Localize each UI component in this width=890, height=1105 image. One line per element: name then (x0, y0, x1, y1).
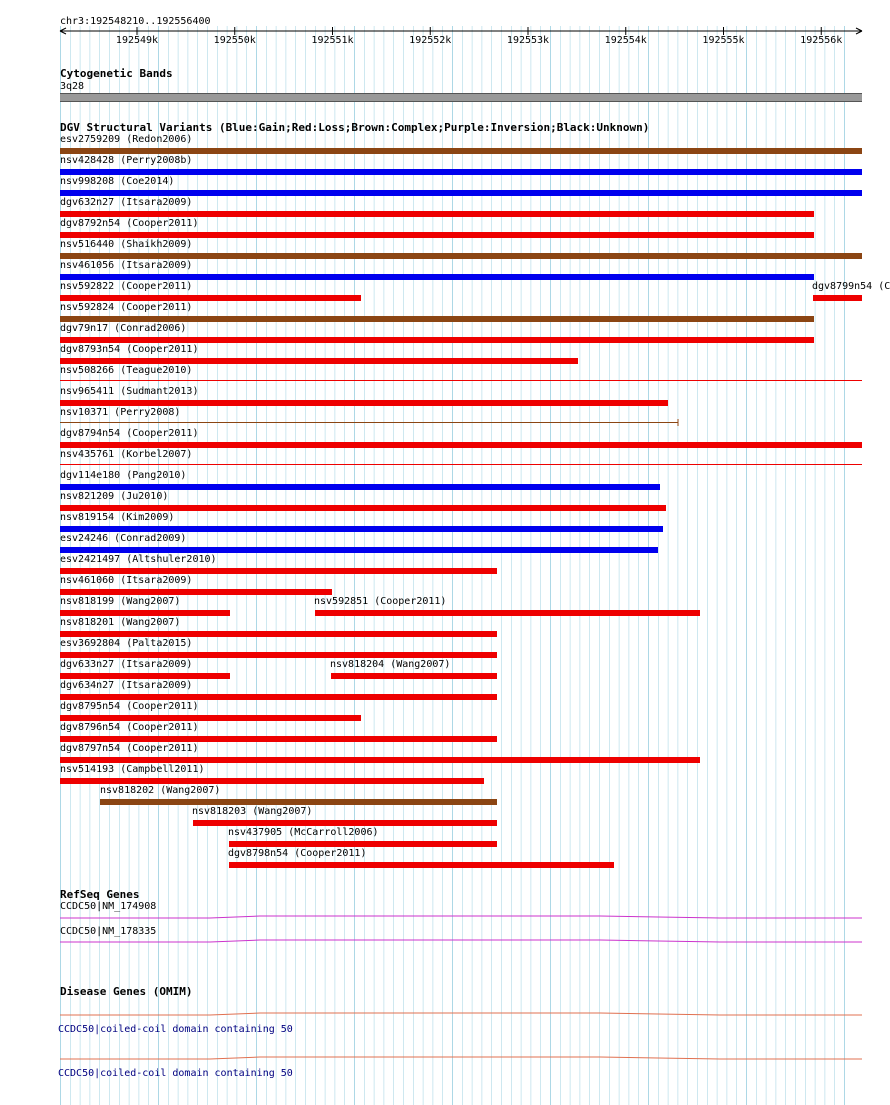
variant-bar[interactable] (60, 631, 497, 637)
variant-bar[interactable] (60, 190, 862, 196)
variant-label[interactable]: esv3692804 (Palta2015) (60, 638, 193, 649)
variant-label[interactable]: esv2421497 (Altshuler2010) (60, 554, 217, 565)
variant-label[interactable]: dgv634n27 (Itsara2009) (60, 680, 193, 691)
variant-label[interactable]: dgv8798n54 (Cooper2011) (228, 848, 367, 859)
variant-bar[interactable] (229, 862, 614, 868)
variant-label[interactable]: dgv8793n54 (Cooper2011) (60, 344, 199, 355)
variant-bar[interactable] (60, 757, 700, 763)
variant-bar[interactable] (60, 652, 497, 658)
variant-label[interactable]: nsv461056 (Itsara2009) (60, 260, 193, 271)
ruler-tick-label: 192549k (115, 35, 159, 46)
variant-bar[interactable] (60, 274, 814, 280)
variant-bar[interactable] (60, 610, 230, 616)
ruler-tick-label: 192556k (800, 35, 843, 46)
ruler-tick-label: 192552k (409, 35, 452, 46)
variant-label[interactable]: nsv514193 (Campbell2011) (60, 764, 205, 775)
ruler-tick-label: 192553k (506, 35, 550, 46)
variant-label[interactable]: nsv965411 (Sudmant2013) (60, 386, 199, 397)
omim-gene-label[interactable]: CCDC50|coiled-coil domain containing 50 (58, 1024, 293, 1035)
variant-label[interactable]: nsv10371 (Perry2008) (60, 407, 181, 418)
variant-bar[interactable] (60, 778, 484, 784)
variant-label[interactable]: nsv818199 (Wang2007) (60, 596, 181, 607)
variant-label[interactable]: esv24246 (Conrad2009) (60, 533, 187, 544)
variant-label[interactable]: dgv632n27 (Itsara2009) (60, 197, 193, 208)
refseq-track-title: RefSeq Genes (60, 888, 140, 901)
variant-bar[interactable] (60, 526, 663, 532)
variant-label[interactable]: nsv818201 (Wang2007) (60, 617, 181, 628)
variant-bar[interactable] (60, 148, 862, 154)
ruler-tick-label: 192555k (702, 35, 745, 46)
variant-label[interactable]: nsv592851 (Cooper2011) (314, 596, 447, 607)
variant-bar[interactable] (60, 568, 497, 574)
variant-bar[interactable] (100, 799, 497, 805)
variant-bar[interactable] (331, 673, 497, 679)
variant-bar[interactable] (60, 400, 668, 406)
variant-bar[interactable] (60, 316, 814, 322)
variant-bar[interactable] (229, 841, 497, 847)
variant-label[interactable]: dgv8792n54 (Cooper2011) (60, 218, 199, 229)
variant-label[interactable]: dgv633n27 (Itsara2009) (60, 659, 193, 670)
dgv-track-title: DGV Structural Variants (Blue:Gain;Red:Loss;Brown:Complex;Purple:Inversion;Black:Unknown) (60, 121, 650, 134)
variant-label[interactable]: nsv998208 (Coe2014) (60, 176, 175, 187)
variant-label[interactable]: nsv461060 (Itsara2009) (60, 575, 193, 586)
variant-label[interactable]: dgv8799n54 (C (812, 281, 890, 292)
ruler-tick-label: 192550k (213, 35, 256, 46)
variant-bar[interactable] (60, 169, 862, 175)
cytoband-bar[interactable] (60, 93, 862, 102)
variant-bar[interactable] (60, 736, 497, 742)
variant-label[interactable]: nsv428428 (Perry2008b) (60, 155, 193, 166)
variant-bar[interactable] (315, 610, 700, 616)
variant-bar[interactable] (60, 694, 497, 700)
variant-bar[interactable] (813, 295, 862, 301)
variant-bar[interactable] (60, 232, 814, 238)
variant-label[interactable]: nsv821209 (Ju2010) (60, 491, 169, 502)
variant-label[interactable]: dgv8795n54 (Cooper2011) (60, 701, 199, 712)
omim-track-title: Disease Genes (OMIM) (60, 985, 193, 998)
ruler-tick-label: 192551k (311, 35, 354, 46)
variant-label[interactable]: nsv508266 (Teague2010) (60, 365, 193, 376)
variant-bar[interactable] (60, 547, 658, 553)
variant-label[interactable]: dgv114e180 (Pang2010) (60, 470, 187, 481)
variant-bar[interactable] (193, 820, 497, 826)
variant-bar[interactable] (60, 211, 814, 217)
variant-bar[interactable] (60, 589, 332, 595)
variant-label[interactable]: dgv79n17 (Conrad2006) (60, 323, 187, 334)
variant-label[interactable]: nsv819154 (Kim2009) (60, 512, 175, 523)
variant-label[interactable]: nsv592822 (Cooper2011) (60, 281, 193, 292)
cytoband-track-title: Cytogenetic Bands (60, 67, 173, 80)
variant-bar[interactable] (60, 505, 666, 511)
variant-bar[interactable] (60, 295, 361, 301)
variant-bar[interactable] (60, 253, 862, 259)
refseq-gene-label[interactable]: CCDC50|NM_174908 (60, 901, 157, 912)
ruler-axis (0, 0, 890, 60)
variant-bar[interactable] (60, 715, 361, 721)
variant-bar[interactable] (60, 673, 230, 679)
variant-label[interactable]: nsv818203 (Wang2007) (192, 806, 313, 817)
variant-label[interactable]: dgv8794n54 (Cooper2011) (60, 428, 199, 439)
ruler-location: chr3:192548210..192556400 (60, 16, 211, 27)
cytoband-label: 3q28 (60, 81, 85, 92)
variant-bar[interactable] (60, 358, 578, 364)
omim-gene-label[interactable]: CCDC50|coiled-coil domain containing 50 (58, 1068, 293, 1079)
variant-label[interactable]: nsv818202 (Wang2007) (100, 785, 221, 796)
variant-label[interactable]: nsv437905 (McCarroll2006) (228, 827, 379, 838)
variant-label[interactable]: nsv516440 (Shaikh2009) (60, 239, 193, 250)
variant-label[interactable]: dgv8796n54 (Cooper2011) (60, 722, 199, 733)
variant-label[interactable]: dgv8797n54 (Cooper2011) (60, 743, 199, 754)
variant-label[interactable]: esv2759209 (Redon2006) (60, 134, 193, 145)
variant-bar[interactable] (60, 442, 862, 448)
variant-bar[interactable] (60, 337, 814, 343)
variant-label[interactable]: nsv818204 (Wang2007) (330, 659, 451, 670)
variant-label[interactable]: nsv592824 (Cooper2011) (60, 302, 193, 313)
variant-label[interactable]: nsv435761 (Korbel2007) (60, 449, 193, 460)
variant-bar[interactable] (60, 484, 660, 490)
refseq-gene-label[interactable]: CCDC50|NM_178335 (60, 926, 157, 937)
ruler-tick-label: 192554k (604, 35, 647, 46)
